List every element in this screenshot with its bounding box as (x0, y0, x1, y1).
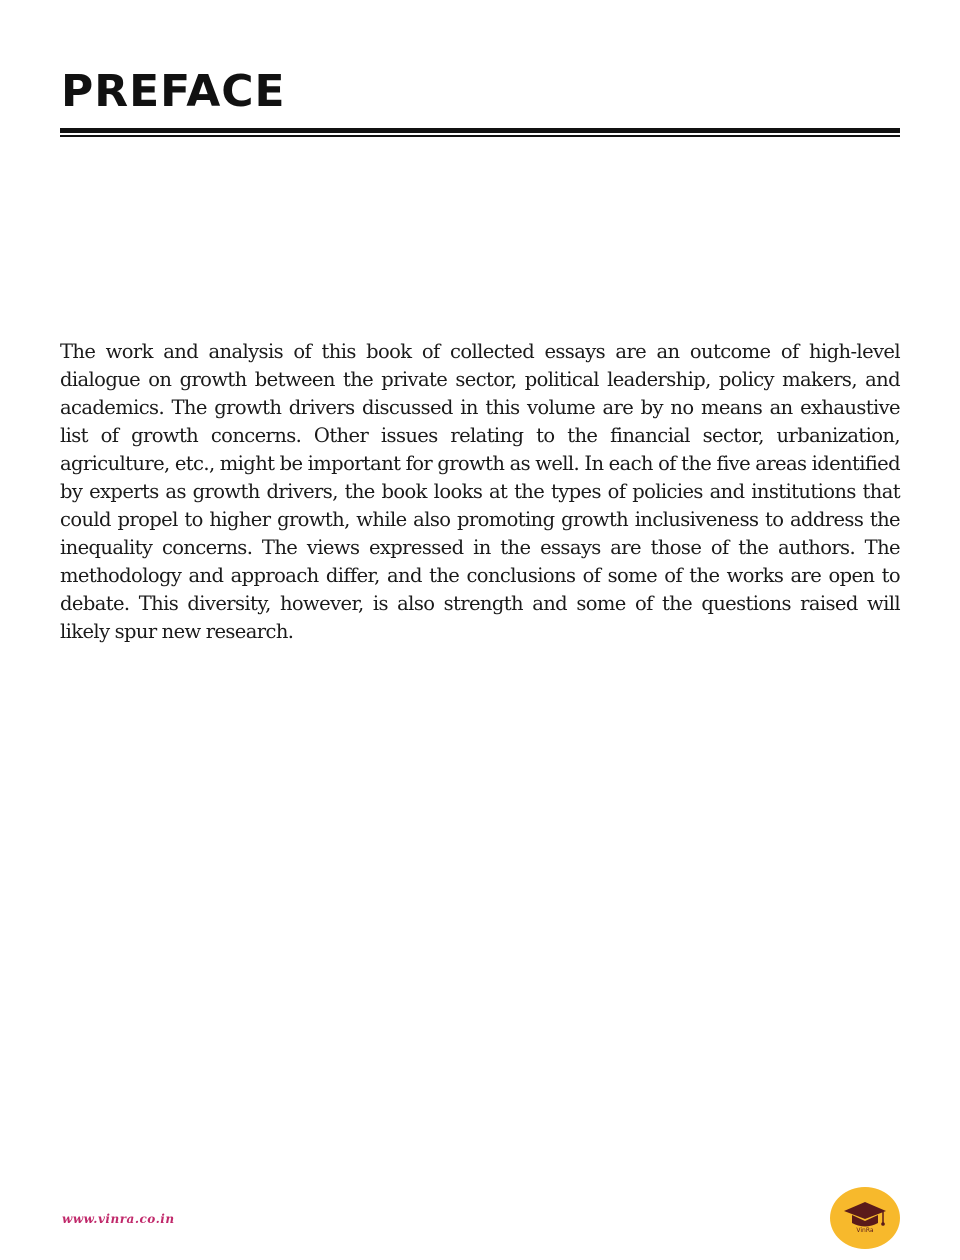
graduation-cap-icon (830, 1187, 900, 1249)
preface-paragraph: The work and analysis of this book of collected essays are an outcome of high-level dialogue on growth between the private sector, political leadership, policy makers, and academics. The growth drivers discussed in this volume are by no means an exhaustive list of growth concerns. Other issues relating to the financial sector, urbanization, agriculture, etc., might be important for growth as well. In each of the five areas identified by experts as growth drivers, the book looks at the types of policies and institutions that could propel to higher growth, while also promoting growth inclusiveness to address the inequality concerns. The views expressed in the essays are those of the authors. The methodology and approach differ, and the conclusions of some of the works are open to debate. This diversity, however, is also strength and some of the questions raised will likely spur new research. (60, 340, 900, 643)
title-rule-thick (60, 128, 900, 133)
title-rule-thin (60, 135, 900, 137)
logo-label: VinRa (856, 1227, 874, 1234)
page-title: PREFACE (61, 66, 286, 117)
footer-website-link[interactable]: www.vinra.co.in (62, 1212, 175, 1226)
publisher-logo (830, 1187, 900, 1249)
